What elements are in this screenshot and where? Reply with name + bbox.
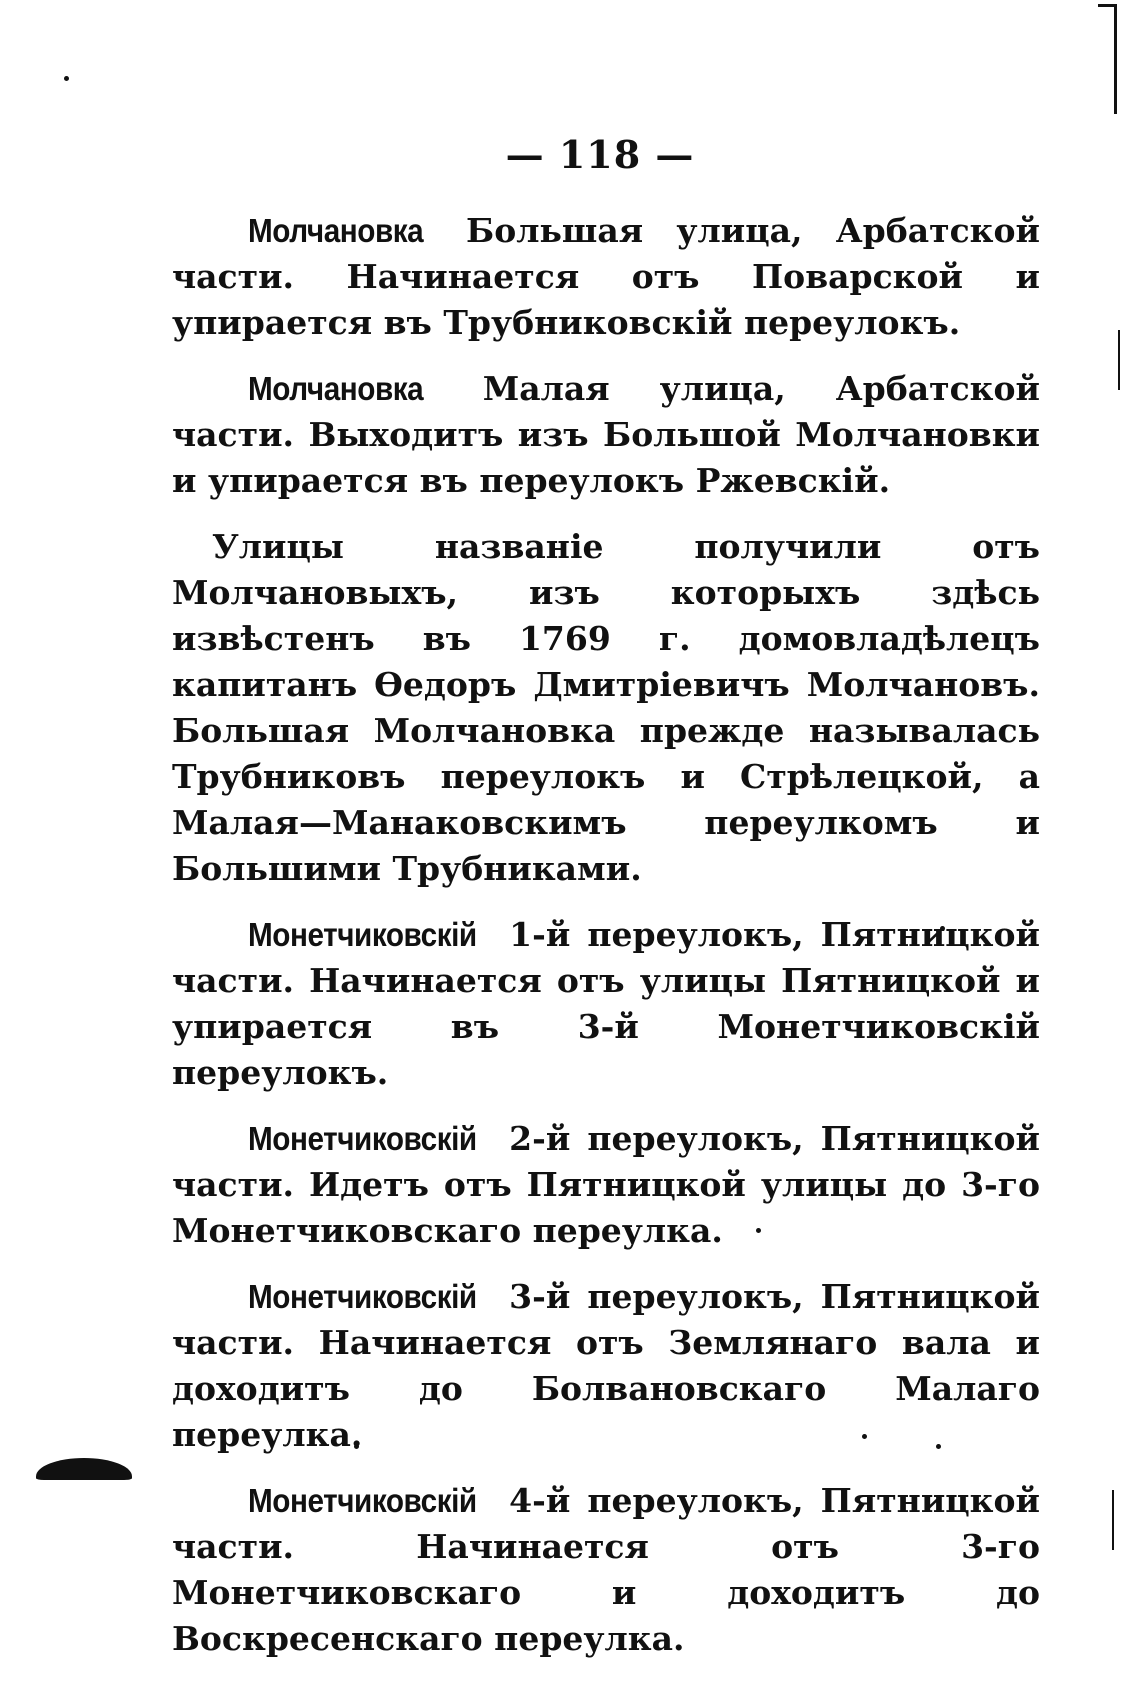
- entry-text: Улицы названіе получили отъ Молчановыхъ, изъ которыхъ здѣсь извѣстенъ въ 1769 г. домовладѣлецъ капитанъ Ѳедоръ Дмитріевичъ Молчановъ. Большая Молчановка прежде называлась Трубниковъ переулокъ и Стрѣлецкой, а Малая—Манаковскимъ переулкомъ и Большими Трубниками.: [172, 527, 1040, 888]
- entry-molchanovka-bolshaya: [172, 208, 1040, 346]
- page-edge-line: [1118, 330, 1120, 390]
- entry-text: 3-й переулокъ, Пятницкой части. Начинается отъ Землянаго вала и доходитъ до Болвановскаго Малаго переулка.: [172, 1277, 1040, 1454]
- entry-headword: Монетчиковскій: [248, 916, 477, 953]
- entry-monetchikovsky-2: [172, 1116, 1040, 1254]
- entry-monetchikovsky-1: [172, 912, 1040, 1096]
- entry-text: Малая улица, Арбатской части. Выходитъ изъ Большой Молчановки и упирается въ переулокъ Ржевскій.: [172, 369, 1040, 500]
- entry-headword: Молчановка: [248, 370, 424, 407]
- entry-headword: Монетчиковскій: [248, 1120, 477, 1157]
- text-block: [172, 208, 1040, 1682]
- entry-headword: Монетчиковскій: [248, 1482, 477, 1519]
- page-number: — 118 —: [505, 132, 695, 177]
- entry-text: 4-й переулокъ, Пятницкой части. Начинается отъ 3-го Монетчиковскаго и доходитъ до Воскресенскаго переулка.: [172, 1481, 1040, 1658]
- entry-text: Большая улица, Арбатской части. Начинается отъ Поварской и упирается въ Трубниковскій переулокъ.: [172, 211, 1040, 342]
- ink-blot: [36, 1458, 132, 1480]
- entry-text: 1-й переулокъ, Пятницкой части. Начинается отъ улицы Пятницкой и упирается въ 3-й Монетчиковскій переулокъ.: [172, 915, 1040, 1092]
- entry-name-origin-note: [172, 524, 1040, 892]
- entry-monetchikovsky-4: [172, 1478, 1040, 1662]
- entry-headword: Монетчиковскій: [248, 1278, 477, 1315]
- page-edge-line: [1114, 4, 1117, 114]
- entry-text: 2-й переулокъ, Пятницкой части. Идетъ отъ Пятницкой улицы до 3-го Монетчиковскаго переулка.: [172, 1119, 1040, 1250]
- page-edge-line-bottom: [1112, 1490, 1114, 1550]
- entry-molchanovka-malaya: [172, 366, 1040, 504]
- entry-monetchikovsky-3: [172, 1274, 1040, 1458]
- ink-speck: [64, 76, 69, 81]
- entry-headword: Молчановка: [248, 212, 424, 249]
